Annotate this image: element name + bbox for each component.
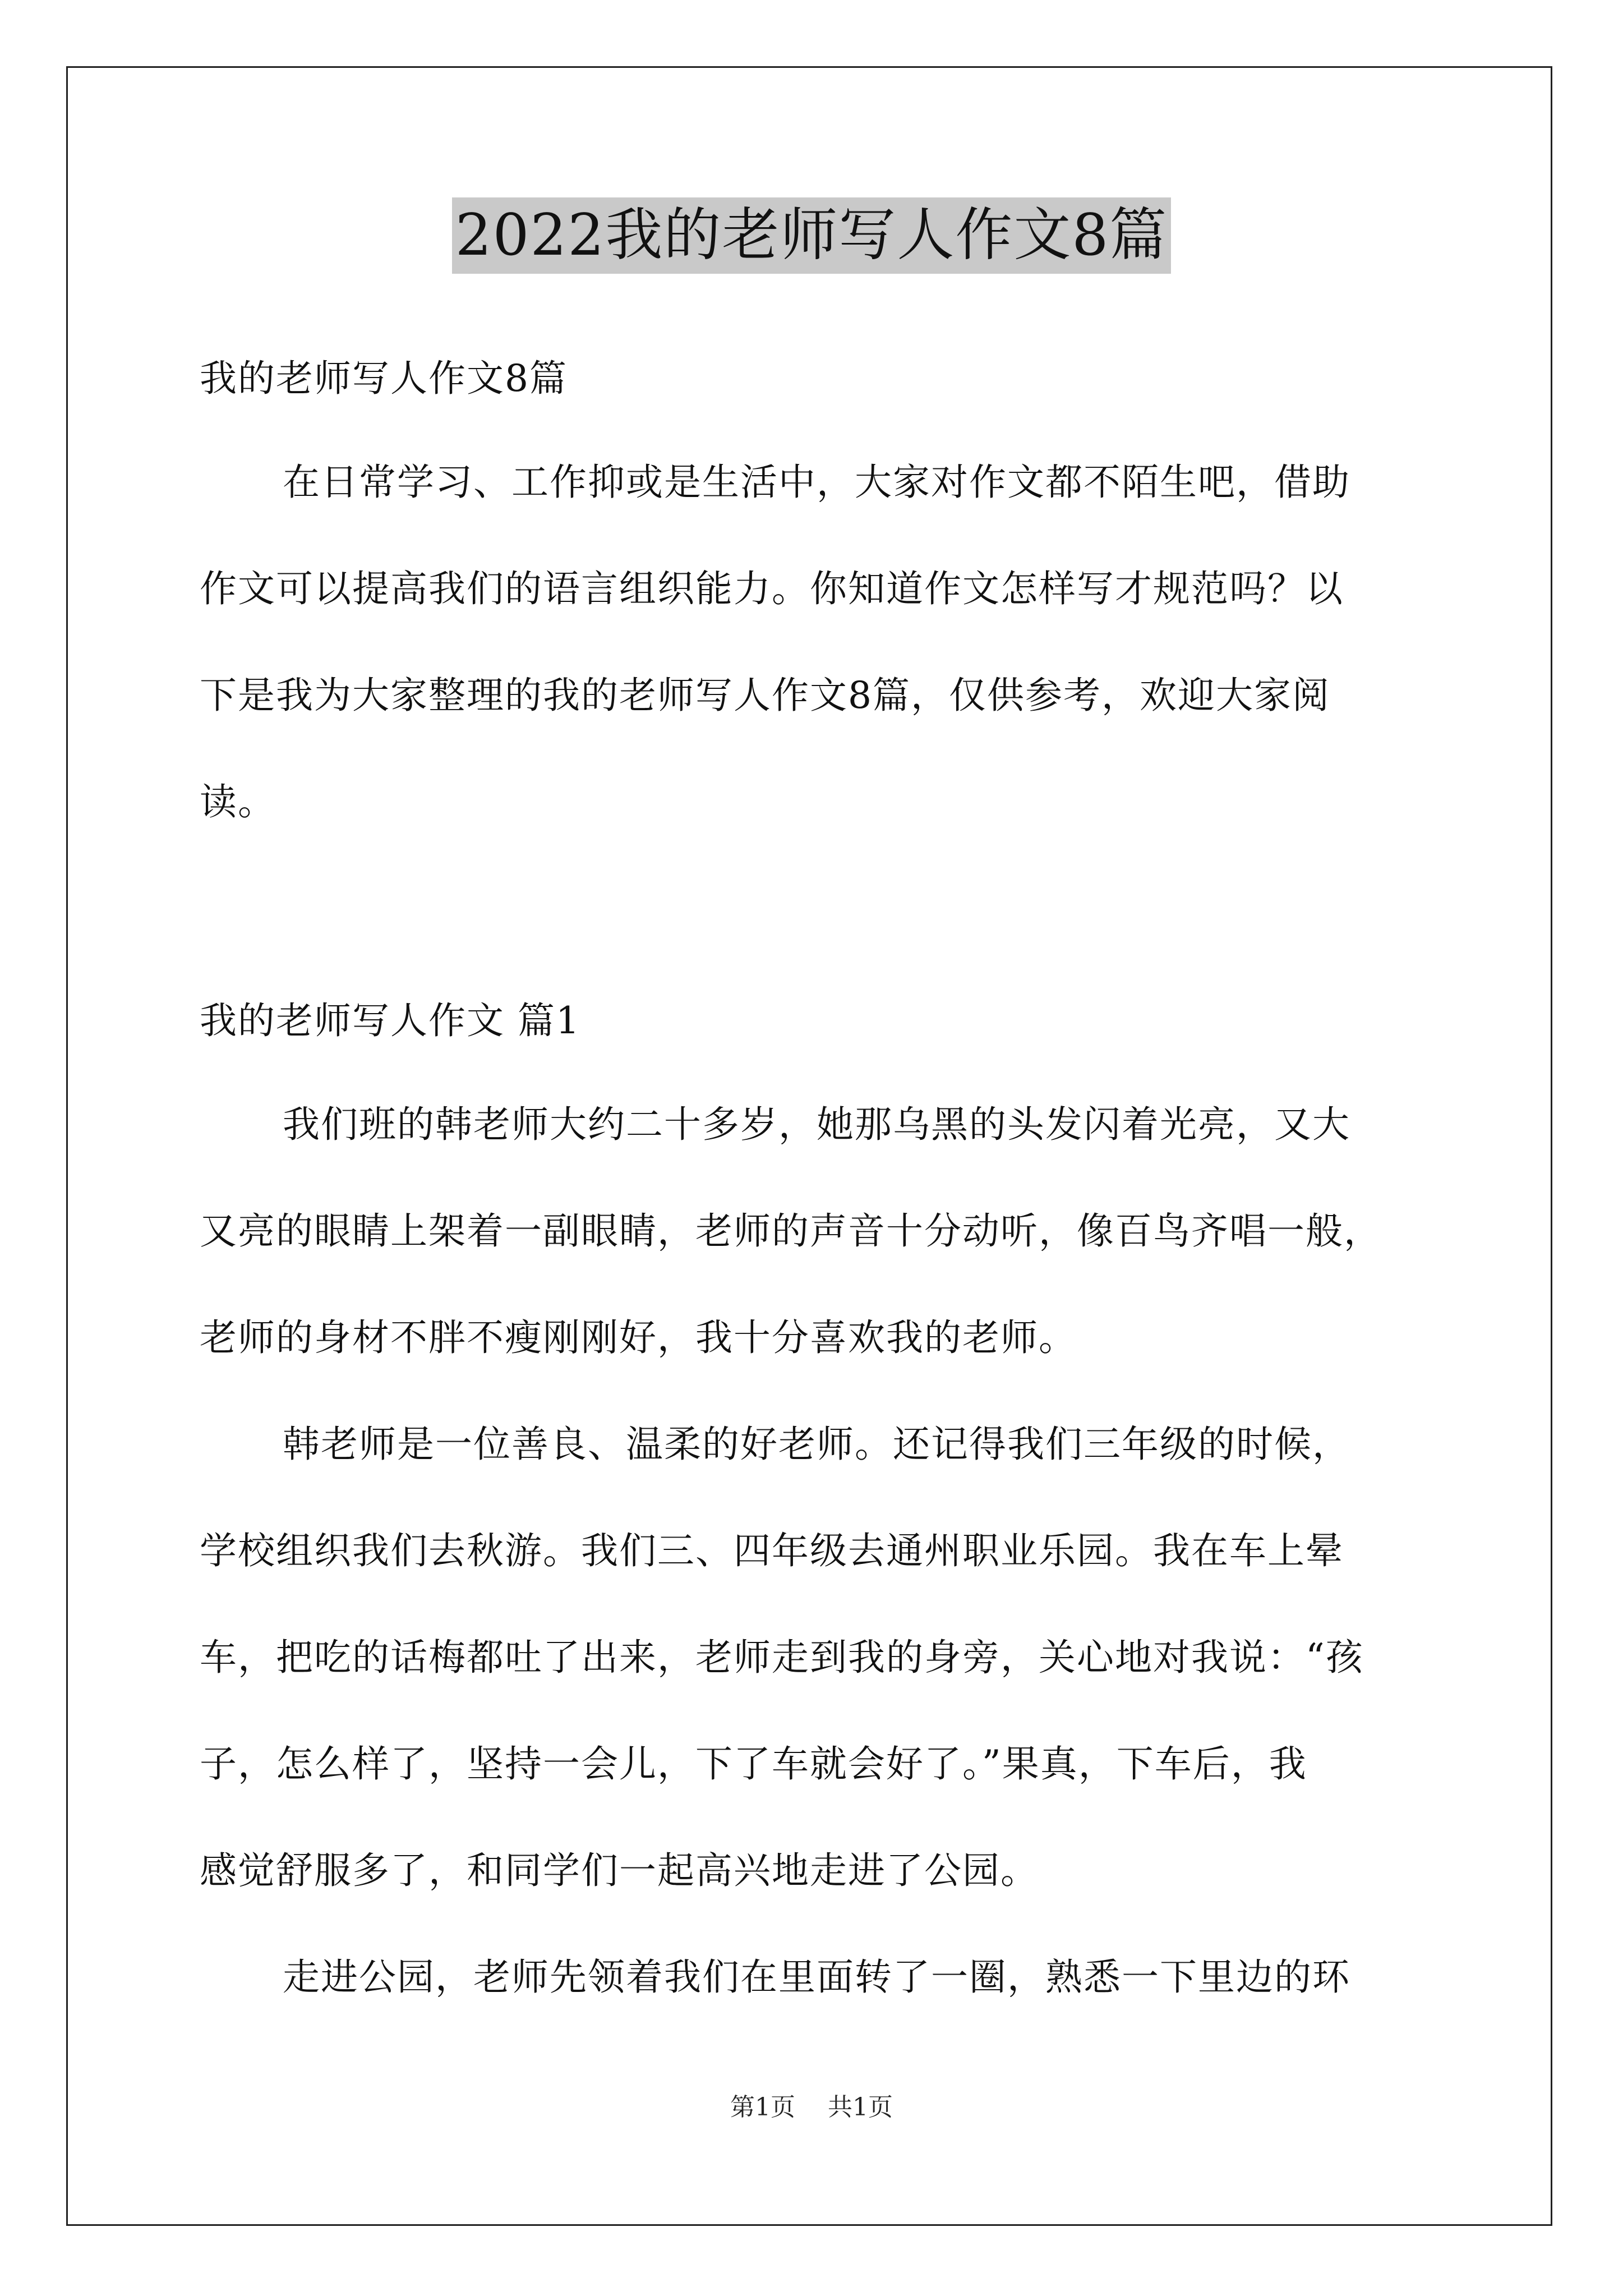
title-container: [0, 197, 1623, 274]
intro-line: 作文可以提高我们的语言组织能力。你知道作文怎样写才规范吗？以: [200, 567, 1344, 610]
paragraph-line: 车，把吃的话梅都吐了出来，老师走到我的身旁，关心地对我说：“孩: [200, 1636, 1364, 1679]
document-subtitle: 我的老师写人作文8篇: [200, 357, 568, 400]
paragraph-line: 韩老师是一位善良、温柔的好老师。还记得我们三年级的时候，: [283, 1423, 1350, 1466]
intro-line: 读。: [200, 780, 276, 823]
paragraph-line: 又亮的眼睛上架着一副眼睛，老师的声音十分动听，像百鸟齐唱一般，: [200, 1209, 1382, 1253]
paragraph-line: 我们班的韩老师大约二十多岁，她那乌黑的头发闪着光亮，又大: [283, 1103, 1350, 1146]
paragraph-line: 老师的身材不胖不瘦刚刚好，我十分喜欢我的老师。: [200, 1316, 1077, 1359]
intro-line: 在日常学习、工作抑或是生活中，大家对作文都不陌生吧，借助: [283, 461, 1350, 504]
page-number-total: 共1页: [828, 2093, 893, 2122]
paragraph-line: 学校组织我们去秋游。我们三、四年级去通州职业乐园。我在车上晕: [200, 1529, 1344, 1572]
paragraph-line: 走进公园，老师先领着我们在里面转了一圈，熟悉一下里边的环: [283, 1955, 1350, 1999]
paragraph-line: 子，怎么样了，坚持一会儿，下了车就会好了。”果真，下车后，我: [200, 1742, 1307, 1786]
page-number-current: 第1页: [730, 2093, 795, 2122]
intro-line: 下是我为大家整理的我的老师写人作文8篇，仅供参考，欢迎大家阅: [200, 674, 1330, 717]
paragraph-line: 感觉舒服多了，和同学们一起高兴地走进了公园。: [200, 1849, 1039, 1892]
page-footer: [0, 2087, 1623, 2123]
section-heading: 我的老师写人作文 篇1: [200, 999, 580, 1042]
document-title: 2022我的老师写人作文8篇: [452, 197, 1171, 274]
